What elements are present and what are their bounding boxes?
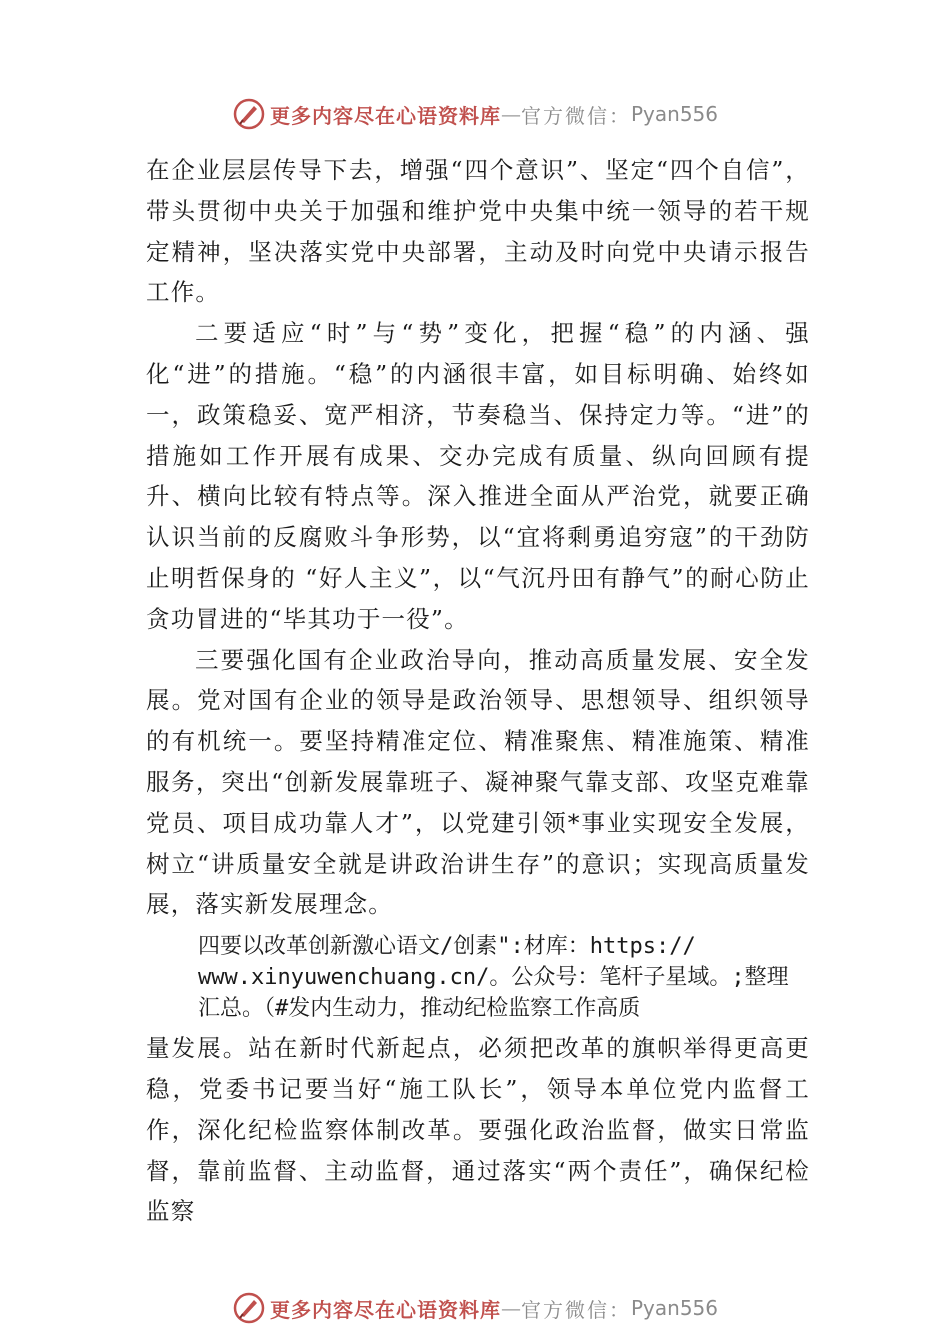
banner-dash: — bbox=[500, 102, 521, 126]
banner-dash: — bbox=[500, 1296, 521, 1320]
quill-logo-icon bbox=[232, 1291, 266, 1325]
banner-wechat-id: Pyan556 bbox=[630, 1296, 718, 1320]
banner-wechat-id: Pyan556 bbox=[630, 102, 718, 126]
quill-logo-icon bbox=[232, 97, 266, 131]
banner-label: 官方微信： bbox=[520, 1297, 631, 1322]
banner-title: 更多内容尽在心语资料库 bbox=[269, 103, 501, 128]
header-banner bbox=[0, 94, 950, 134]
paragraph-3: 三要强化国有企业政治导向，推动高质量发展、安全发展。党对国有企业的领导是政治领导、思想领导、组织领导的有机统一。要坚持精准定位、精准聚焦、精准施策、精准服务，突出“创新发展靠班子、凝神聚气靠支部、攻坚克难靠党员、项目成功靠人才”，以党建引领*事业实现安全发展，树立“讲质量安全就是讲政治讲生存”的意识；实现高质量发展，落实新发展理念。 bbox=[146, 645, 810, 919]
document-body bbox=[146, 150, 810, 1232]
banner-title: 更多内容尽在心语资料库 bbox=[269, 1297, 501, 1322]
paragraph-5: 量发展。站在新时代新起点，必须把改革的旗帜举得更高更稳，党委书记要当好“施工队长”，领导本单位党内监督工作，深化纪检监察体制改革。要强化政治监督，做实日常监督，靠前监督、主动监督，通过落实“两个责任”，确保纪检监察 bbox=[146, 1034, 810, 1226]
paragraph-1: 在企业层层传导下去，增强“四个意识”、坚定“四个自信”，带头贯彻中央关于加强和维护党中央集中统一领导的若干规定精神，坚决落实党中央部署，主动及时向党中央请示报告工作。 bbox=[146, 156, 810, 307]
paragraph-2: 二要适应“时”与“势”变化，把握“稳”的内涵、强化“进”的措施。“稳”的内涵很丰富，如目标明确、始终如一，政策稳妥、宽严相济，节奏稳当、保持定力等。“进”的措施如工作开展有成果、交办完成有质量、纵向回顾有提升、横向比较有特点等。深入推进全面从严治党，就要正确认识当前的反腐败斗争形势，以“宜将剩勇追穷寇”的干劲防止明哲保身的 “好人主义”，以“气沉丹田有静气”的耐心防止贪功冒进的“毕其功于一役”。 bbox=[146, 319, 810, 633]
paragraph-4-watermark-text: 四要以改革创新激心语文/创素":材库：https:// www.xinyuwenchuang.cn/。公众号：笔杆子星域。;整理 汇总。（#发内生动力，推动纪检监察工作高质 bbox=[198, 934, 789, 1022]
footer-banner bbox=[0, 1288, 950, 1328]
banner-label: 官方微信： bbox=[520, 103, 631, 128]
